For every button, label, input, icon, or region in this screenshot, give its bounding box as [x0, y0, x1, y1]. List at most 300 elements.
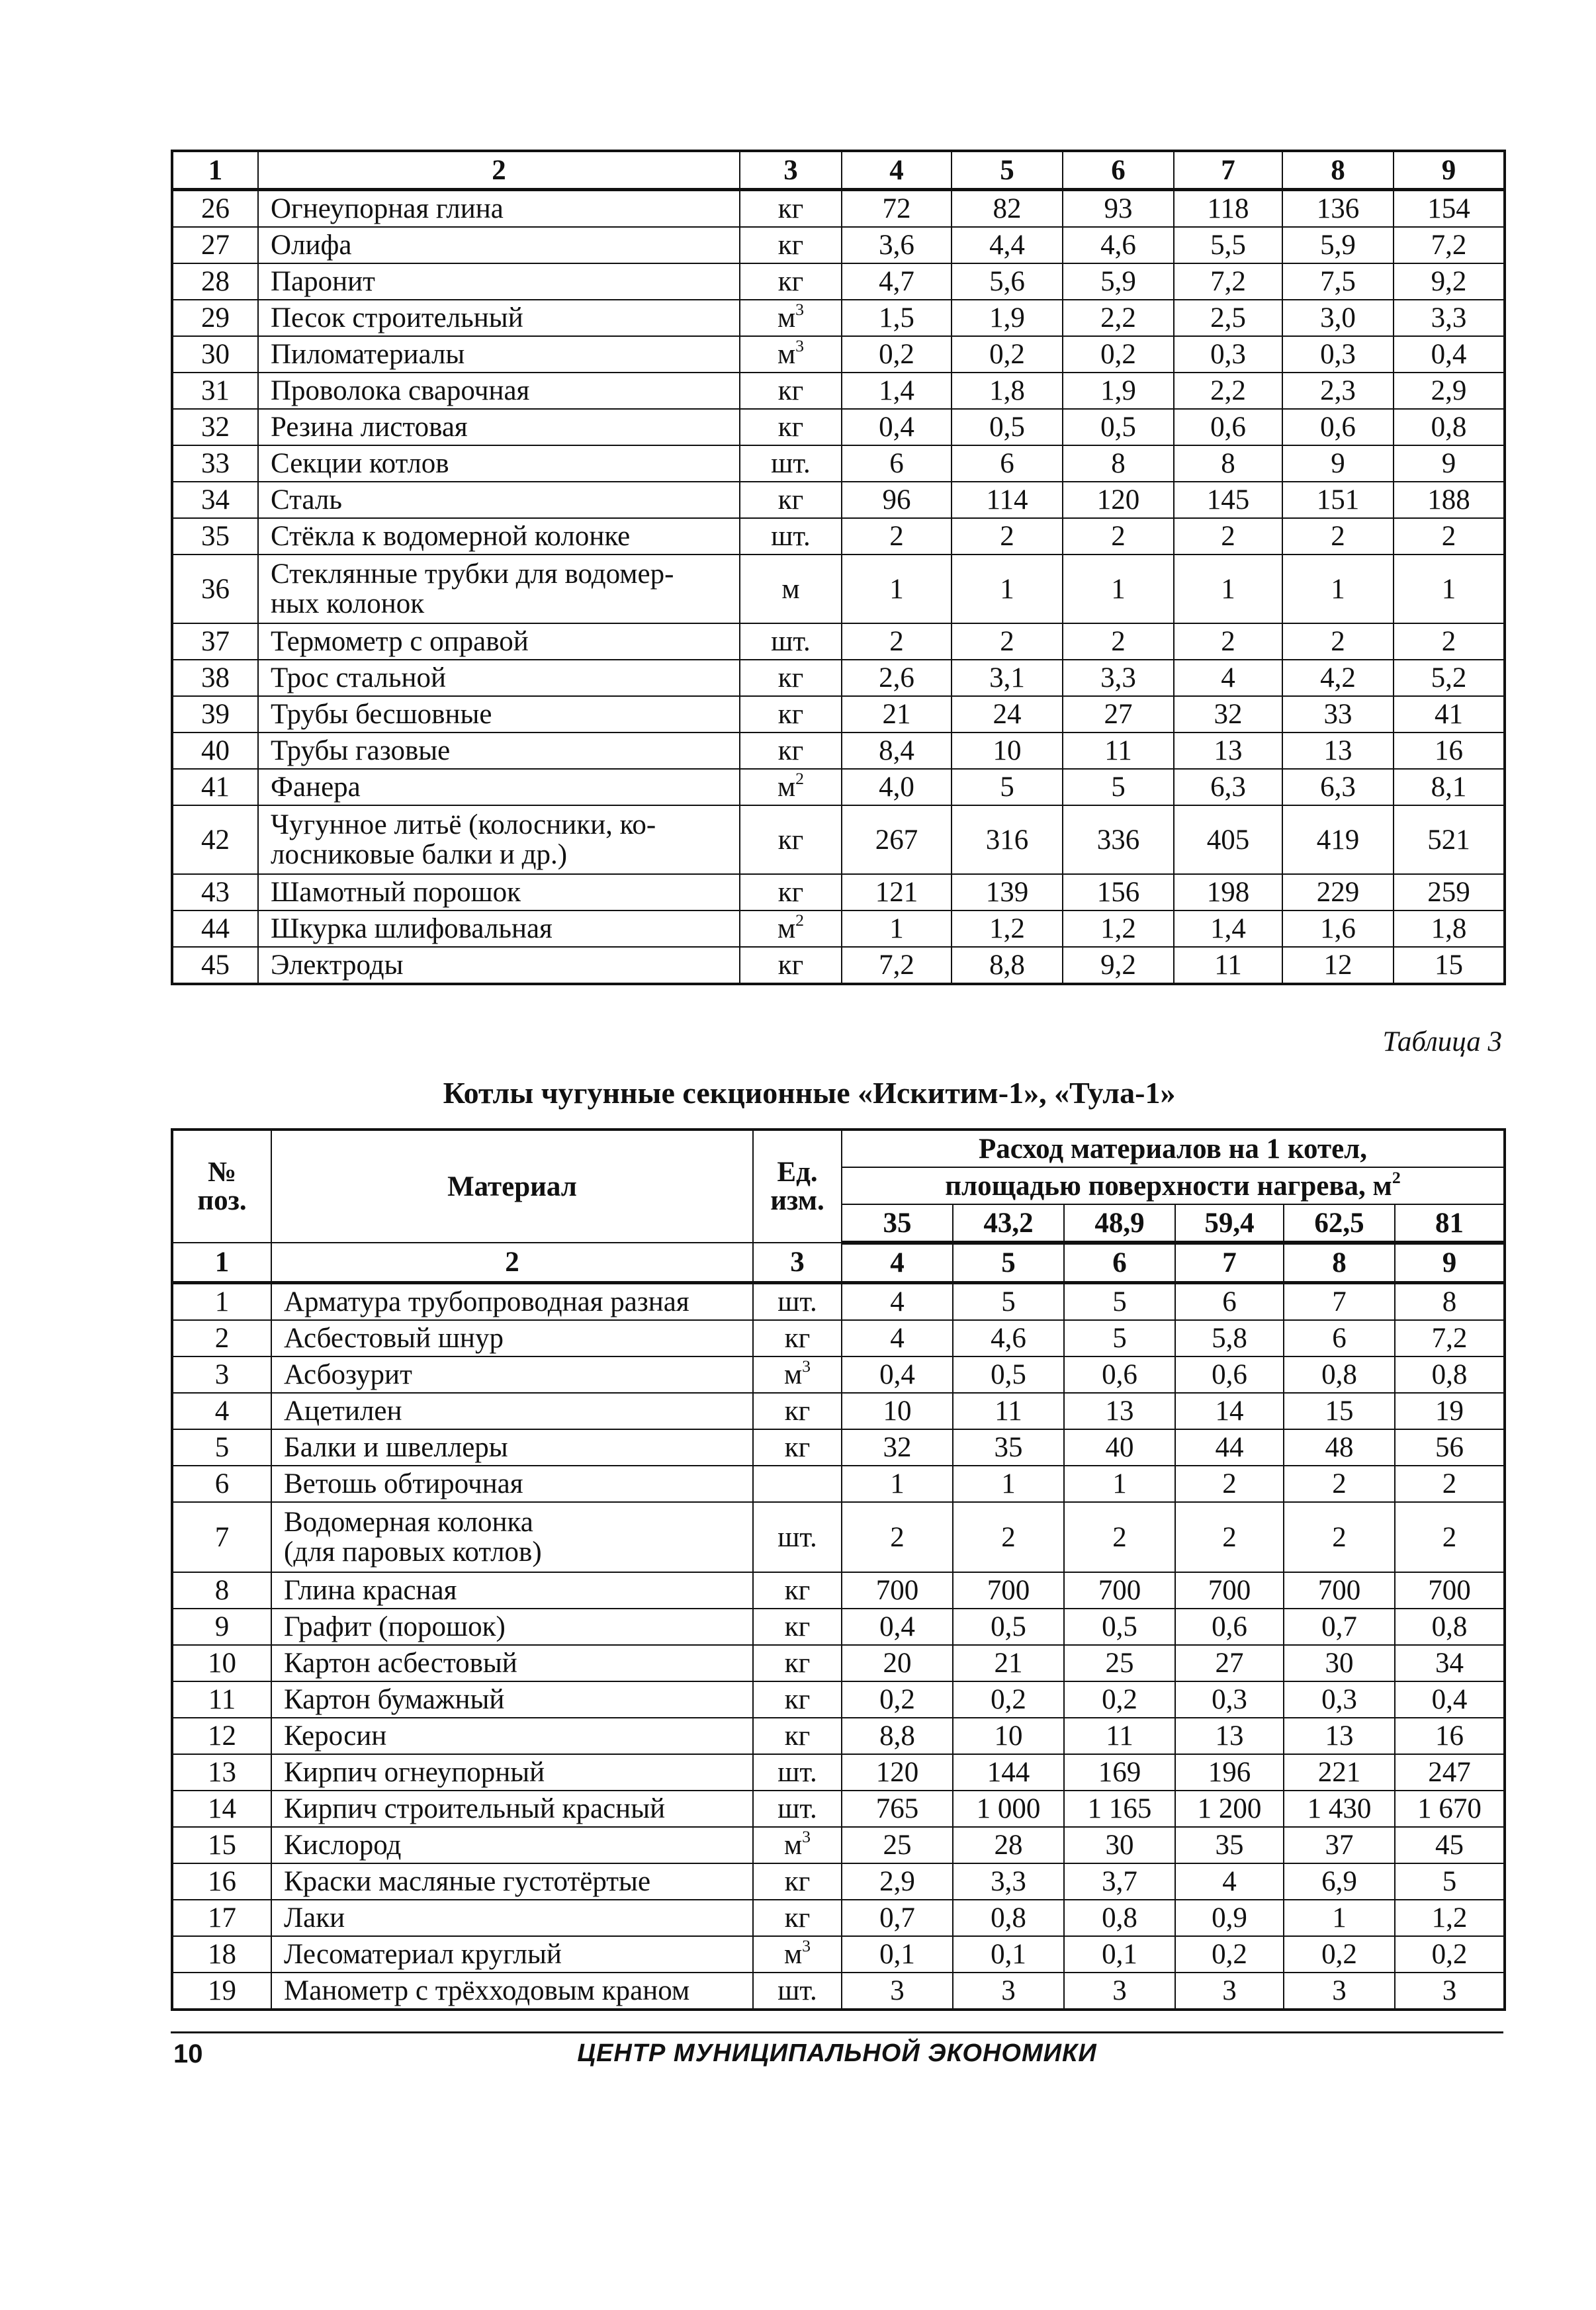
value-cell: 2	[1063, 518, 1174, 555]
unit-cell: шт.	[740, 518, 842, 555]
table-row	[172, 1356, 1505, 1393]
row-number: 27	[172, 227, 258, 263]
unit-cell: кг	[740, 696, 842, 733]
value-cell: 0,1	[842, 1936, 953, 1973]
value-cell: 10	[842, 1393, 953, 1429]
material-name: Трубы газовые	[258, 733, 740, 769]
value-cell: 4	[1174, 660, 1282, 696]
unit-cell: $м^3$	[753, 1936, 842, 1973]
value-cell: 0,4	[842, 1609, 953, 1645]
value-cell: 1	[842, 555, 952, 623]
value-cell: 19	[1395, 1393, 1505, 1429]
value-cell: 6,3	[1282, 769, 1394, 805]
value-cell: 5	[1063, 769, 1174, 805]
value-cell: 4	[842, 1320, 953, 1356]
row-number: 13	[172, 1754, 271, 1791]
unit-cell: $м^3$	[740, 336, 842, 373]
value-cell: 72	[842, 190, 952, 228]
value-cell: 9	[1394, 445, 1505, 482]
column-number: 2	[258, 151, 740, 190]
value-cell: 0,6	[1282, 409, 1394, 445]
value-cell: 1	[1284, 1900, 1395, 1936]
value-cell: 700	[1064, 1572, 1175, 1609]
value-cell: 5,9	[1282, 227, 1394, 263]
table-row	[172, 518, 1505, 555]
value-cell: 2	[1394, 518, 1505, 555]
value-cell: 7,2	[842, 947, 952, 984]
row-number: 3	[172, 1356, 271, 1393]
material-name: Кирпич строительный красный	[271, 1791, 753, 1827]
value-cell: 24	[952, 696, 1063, 733]
value-cell: 419	[1282, 805, 1394, 874]
value-cell: 12	[1282, 947, 1394, 984]
value-cell: 1 430	[1284, 1791, 1395, 1827]
value-cell: 5,8	[1175, 1320, 1284, 1356]
material-name: Картон асбестовый	[271, 1645, 753, 1681]
value-cell: 196	[1175, 1754, 1284, 1791]
value-cell: 0,8	[1064, 1900, 1175, 1936]
value-cell: 13	[1175, 1718, 1284, 1754]
value-cell: 6	[1284, 1320, 1395, 1356]
material-name: Шкурка шлифовальная	[258, 911, 740, 947]
table-row	[172, 1466, 1505, 1502]
value-cell: 0,8	[1395, 1609, 1505, 1645]
value-cell: 1	[842, 1466, 953, 1502]
value-cell: 6	[1175, 1283, 1284, 1321]
header-unit: Ед. изм.	[753, 1130, 842, 1243]
table-row	[172, 947, 1505, 984]
value-cell: 10	[953, 1718, 1064, 1754]
material-name: Краски масляные густотёртые	[271, 1863, 753, 1900]
page-number: 10	[173, 2039, 203, 2068]
value-cell: 154	[1394, 190, 1505, 228]
table-row	[172, 696, 1505, 733]
value-cell: 5,5	[1174, 227, 1282, 263]
row-number: 6	[172, 1466, 271, 1502]
unit-cell: кг	[753, 1718, 842, 1754]
material-name: Секции котлов	[258, 445, 740, 482]
value-cell: 7,5	[1282, 263, 1394, 300]
value-cell: 1 000	[953, 1791, 1064, 1827]
value-cell: 0,3	[1282, 336, 1394, 373]
value-cell: 2,9	[1394, 373, 1505, 409]
column-number: 6	[1063, 151, 1174, 190]
value-cell: 1,2	[952, 911, 1063, 947]
value-cell: 3,1	[952, 660, 1063, 696]
table-row	[172, 1827, 1505, 1863]
material-name: Картон бумажный	[271, 1681, 753, 1718]
value-cell: 316	[952, 805, 1063, 874]
value-cell: 1	[1394, 555, 1505, 623]
unit-cell: кг	[753, 1320, 842, 1356]
value-cell: 4,2	[1282, 660, 1394, 696]
heating-area-value: 48,9	[1064, 1204, 1175, 1243]
value-cell: 0,3	[1175, 1681, 1284, 1718]
value-cell: 11	[1174, 947, 1282, 984]
table-label: Таблица 3	[1382, 1026, 1502, 1057]
value-cell: 7	[1284, 1283, 1395, 1321]
value-cell: 1,5	[842, 300, 952, 336]
table-row	[172, 1791, 1505, 1827]
value-cell: 32	[842, 1429, 953, 1466]
value-cell: 37	[1284, 1827, 1395, 1863]
material-name: Фанера	[258, 769, 740, 805]
value-cell: 700	[1395, 1572, 1505, 1609]
column-number: 1	[172, 151, 258, 190]
value-cell: 6,3	[1174, 769, 1282, 805]
row-number: 40	[172, 733, 258, 769]
value-cell: 13	[1284, 1718, 1395, 1754]
value-cell: 3	[1064, 1973, 1175, 2010]
value-cell: 3	[1395, 1973, 1505, 2010]
unit-cell: кг	[740, 733, 842, 769]
value-cell: 114	[952, 482, 1063, 518]
value-cell: 2,6	[842, 660, 952, 696]
value-cell: 3,0	[1282, 300, 1394, 336]
value-cell: 2,2	[1063, 300, 1174, 336]
row-number: 30	[172, 336, 258, 373]
row-number: 32	[172, 409, 258, 445]
value-cell: 35	[1175, 1827, 1284, 1863]
value-cell: 0,1	[953, 1936, 1064, 1973]
value-cell: 41	[1394, 696, 1505, 733]
value-cell: 1,8	[1394, 911, 1505, 947]
unit-cell: м	[740, 555, 842, 623]
value-cell: 4,6	[953, 1320, 1064, 1356]
value-cell: 1,4	[842, 373, 952, 409]
value-cell: 0,6	[1175, 1356, 1284, 1393]
value-cell: 0,2	[842, 336, 952, 373]
value-cell: 0,5	[953, 1356, 1064, 1393]
column-number: 8	[1284, 1243, 1395, 1283]
row-number: 7	[172, 1502, 271, 1572]
unit-cell: кг	[740, 373, 842, 409]
value-cell: 10	[952, 733, 1063, 769]
value-cell: 27	[1063, 696, 1174, 733]
column-number: 7	[1174, 151, 1282, 190]
value-cell: 2	[842, 623, 952, 660]
value-cell: 1,2	[1395, 1900, 1505, 1936]
value-cell: 82	[952, 190, 1063, 228]
material-name: Стеклянные трубки для водомер- ных колонок	[258, 555, 740, 623]
value-cell: 1	[1174, 555, 1282, 623]
value-cell: 0,8	[953, 1900, 1064, 1936]
column-number: 1	[172, 1243, 271, 1283]
materials-table-boilers	[171, 1128, 1506, 2011]
material-name: Проволока сварочная	[258, 373, 740, 409]
unit-cell: кг	[740, 874, 842, 911]
value-cell: 2	[953, 1502, 1064, 1572]
material-name: Асбестовый шнур	[271, 1320, 753, 1356]
value-cell: 2,5	[1174, 300, 1282, 336]
value-cell: 156	[1063, 874, 1174, 911]
value-cell: 6	[952, 445, 1063, 482]
value-cell: 5	[952, 769, 1063, 805]
heating-area-value: 43,2	[953, 1204, 1064, 1243]
value-cell: 144	[953, 1754, 1064, 1791]
value-cell: 0,5	[1064, 1609, 1175, 1645]
value-cell: 3,6	[842, 227, 952, 263]
unit-cell: кг	[740, 190, 842, 228]
value-cell: 0,7	[1284, 1609, 1395, 1645]
table-row	[172, 805, 1505, 874]
value-cell: 521	[1394, 805, 1505, 874]
value-cell: 8,4	[842, 733, 952, 769]
value-cell: 93	[1063, 190, 1174, 228]
table-row	[172, 1754, 1505, 1791]
value-cell: 5	[1064, 1320, 1175, 1356]
value-cell: 169	[1064, 1754, 1175, 1791]
value-cell: 3,7	[1064, 1863, 1175, 1900]
row-number: 15	[172, 1827, 271, 1863]
value-cell: 7,2	[1395, 1320, 1505, 1356]
value-cell: 145	[1174, 482, 1282, 518]
material-name: Водомерная колонка (для паровых котлов)	[271, 1502, 753, 1572]
value-cell: 30	[1064, 1827, 1175, 1863]
column-number: 4	[842, 151, 952, 190]
row-number: 43	[172, 874, 258, 911]
value-cell: 0,2	[1064, 1681, 1175, 1718]
unit-cell: кг	[753, 1645, 842, 1681]
value-cell: 15	[1394, 947, 1505, 984]
value-cell: 1	[1063, 555, 1174, 623]
table-row	[172, 1502, 1505, 1572]
value-cell: 4	[1175, 1863, 1284, 1900]
row-number: 42	[172, 805, 258, 874]
value-cell: 0,5	[1063, 409, 1174, 445]
value-cell: 1 200	[1175, 1791, 1284, 1827]
value-cell: 4	[842, 1283, 953, 1321]
row-number: 5	[172, 1429, 271, 1466]
value-cell: 2	[1175, 1466, 1284, 1502]
table-row	[172, 263, 1505, 300]
row-number: 19	[172, 1973, 271, 2010]
row-number: 44	[172, 911, 258, 947]
unit-cell: $м^3$	[753, 1356, 842, 1393]
column-number: 9	[1394, 151, 1505, 190]
unit-cell: кг	[753, 1429, 842, 1466]
value-cell: 151	[1282, 482, 1394, 518]
row-number: 39	[172, 696, 258, 733]
value-cell: 1,8	[952, 373, 1063, 409]
value-cell: 2	[842, 518, 952, 555]
value-cell: 20	[842, 1645, 953, 1681]
value-cell: 5,9	[1063, 263, 1174, 300]
row-number: 37	[172, 623, 258, 660]
heating-area-value: 62,5	[1284, 1204, 1395, 1243]
value-cell: 44	[1175, 1429, 1284, 1466]
value-cell: 96	[842, 482, 952, 518]
value-cell: 336	[1063, 805, 1174, 874]
material-name: Кирпич огнеупорный	[271, 1754, 753, 1791]
value-cell: 0,2	[1284, 1936, 1395, 1973]
value-cell: 11	[1063, 733, 1174, 769]
value-cell: 136	[1282, 190, 1394, 228]
value-cell: 229	[1282, 874, 1394, 911]
value-cell: 11	[1064, 1718, 1175, 1754]
value-cell: 13	[1282, 733, 1394, 769]
column-number: 5	[952, 151, 1063, 190]
value-cell: 8,1	[1394, 769, 1505, 805]
value-cell: 1	[1064, 1466, 1175, 1502]
unit-cell: $м^3$	[753, 1827, 842, 1863]
row-number: 16	[172, 1863, 271, 1900]
value-cell: 32	[1174, 696, 1282, 733]
value-cell: 6	[842, 445, 952, 482]
column-number: 4	[842, 1243, 953, 1283]
column-number: 5	[953, 1243, 1064, 1283]
header-consumption: Расход материалов на 1 котел,	[842, 1130, 1505, 1167]
value-cell: 2	[1175, 1502, 1284, 1572]
table-row	[172, 733, 1505, 769]
value-cell: 259	[1394, 874, 1505, 911]
value-cell: 30	[1284, 1645, 1395, 1681]
value-cell: 9,2	[1394, 263, 1505, 300]
table-row	[172, 769, 1505, 805]
unit-cell: шт.	[753, 1791, 842, 1827]
table-row	[172, 1900, 1505, 1936]
value-cell: 3	[953, 1973, 1064, 2010]
value-cell: 2	[1063, 623, 1174, 660]
value-cell: 0,4	[842, 409, 952, 445]
value-cell: 120	[842, 1754, 953, 1791]
row-number: 1	[172, 1283, 271, 1321]
header-position-number: № поз.	[172, 1130, 271, 1243]
value-cell: 0,4	[842, 1356, 953, 1393]
value-cell: 5	[1395, 1863, 1505, 1900]
material-name: Пиломатериалы	[258, 336, 740, 373]
value-cell: 700	[1284, 1572, 1395, 1609]
value-cell: 0,1	[1064, 1936, 1175, 1973]
material-name: Чугунное литьё (колосники, ко- лосниковые балки и др.)	[258, 805, 740, 874]
unit-cell: кг	[753, 1681, 842, 1718]
value-cell: 13	[1064, 1393, 1175, 1429]
row-number: 17	[172, 1900, 271, 1936]
material-name: Трубы бесшовные	[258, 696, 740, 733]
value-cell: 3,3	[1063, 660, 1174, 696]
material-name: Огнеупорная глина	[258, 190, 740, 228]
value-cell: 5,6	[952, 263, 1063, 300]
value-cell: 765	[842, 1791, 953, 1827]
value-cell: 21	[842, 696, 952, 733]
value-cell: 247	[1395, 1754, 1505, 1791]
value-cell: 0,5	[952, 409, 1063, 445]
material-name: Трос стальной	[258, 660, 740, 696]
unit-cell: $м^3$	[740, 300, 842, 336]
column-number: 2	[271, 1243, 753, 1283]
value-cell: 11	[953, 1393, 1064, 1429]
value-cell: 6,9	[1284, 1863, 1395, 1900]
material-name: Манометр с трёхходовым краном	[271, 1973, 753, 2010]
value-cell: 27	[1175, 1645, 1284, 1681]
value-cell: 1,9	[1063, 373, 1174, 409]
material-name: Ветошь обтирочная	[271, 1466, 753, 1502]
value-cell: 0,2	[842, 1681, 953, 1718]
material-name: Лаки	[271, 1900, 753, 1936]
material-name: Асбозурит	[271, 1356, 753, 1393]
value-cell: 0,8	[1394, 409, 1505, 445]
value-cell: 16	[1394, 733, 1505, 769]
row-number: 35	[172, 518, 258, 555]
value-cell: 1,6	[1282, 911, 1394, 947]
value-cell: 8	[1395, 1283, 1505, 1321]
table-row	[172, 482, 1505, 518]
value-cell: 2	[1174, 623, 1282, 660]
unit-cell	[753, 1466, 842, 1502]
value-cell: 45	[1395, 1827, 1505, 1863]
value-cell: 188	[1394, 482, 1505, 518]
value-cell: 8	[1174, 445, 1282, 482]
value-cell: 2,3	[1282, 373, 1394, 409]
value-cell: 139	[952, 874, 1063, 911]
material-name: Ацетилен	[271, 1393, 753, 1429]
row-number: 14	[172, 1791, 271, 1827]
unit-cell: кг	[740, 947, 842, 984]
column-number: 7	[1175, 1243, 1284, 1283]
value-cell: 15	[1284, 1393, 1395, 1429]
row-number: 9	[172, 1609, 271, 1645]
value-cell: 5	[1064, 1283, 1175, 1321]
value-cell: 0,4	[1394, 336, 1505, 373]
value-cell: 35	[953, 1429, 1064, 1466]
row-number: 36	[172, 555, 258, 623]
unit-cell: кг	[753, 1609, 842, 1645]
value-cell: 0,3	[1174, 336, 1282, 373]
value-cell: 33	[1282, 696, 1394, 733]
table-row	[172, 1645, 1505, 1681]
column-number-row	[172, 151, 1505, 190]
material-name: Стёкла к водомерной колонке	[258, 518, 740, 555]
footer-rule	[171, 2031, 1503, 2033]
column-number: 3	[740, 151, 842, 190]
value-cell: 0,7	[842, 1900, 953, 1936]
material-name: Лесоматериал круглый	[271, 1936, 753, 1973]
unit-cell: кг	[753, 1900, 842, 1936]
value-cell: 2	[1394, 623, 1505, 660]
table-row	[172, 1393, 1505, 1429]
table-row	[172, 227, 1505, 263]
publisher-name: ЦЕНТР МУНИЦИПАЛЬНОЙ ЭКОНОМИКИ	[577, 2039, 1097, 2067]
unit-cell: шт.	[740, 445, 842, 482]
material-name: Резина листовая	[258, 409, 740, 445]
value-cell: 2	[1282, 623, 1394, 660]
value-cell: 0,2	[1063, 336, 1174, 373]
header-heating-area: площадью поверхности нагрева, $м^2$	[842, 1167, 1505, 1204]
material-name: Глина красная	[271, 1572, 753, 1609]
column-number-row	[172, 1243, 1505, 1283]
row-number: 31	[172, 373, 258, 409]
value-cell: 405	[1174, 805, 1282, 874]
table-row	[172, 300, 1505, 336]
value-cell: 7,2	[1174, 263, 1282, 300]
heating-area-value: 59,4	[1175, 1204, 1284, 1243]
value-cell: 120	[1063, 482, 1174, 518]
value-cell: 0,5	[953, 1609, 1064, 1645]
value-cell: 3,3	[953, 1863, 1064, 1900]
value-cell: 0,4	[1395, 1681, 1505, 1718]
table-row	[172, 190, 1505, 228]
value-cell: 4,7	[842, 263, 952, 300]
unit-cell: шт.	[753, 1754, 842, 1791]
value-cell: 9,2	[1063, 947, 1174, 984]
row-number: 26	[172, 190, 258, 228]
value-cell: 2	[1395, 1466, 1505, 1502]
material-name: Олифа	[258, 227, 740, 263]
material-name: Арматура трубопроводная разная	[271, 1283, 753, 1321]
value-cell: 1,9	[952, 300, 1063, 336]
column-number: 6	[1064, 1243, 1175, 1283]
table-title: Котлы чугунные секционные «Искитим-1», «Тула-1»	[443, 1076, 1176, 1110]
